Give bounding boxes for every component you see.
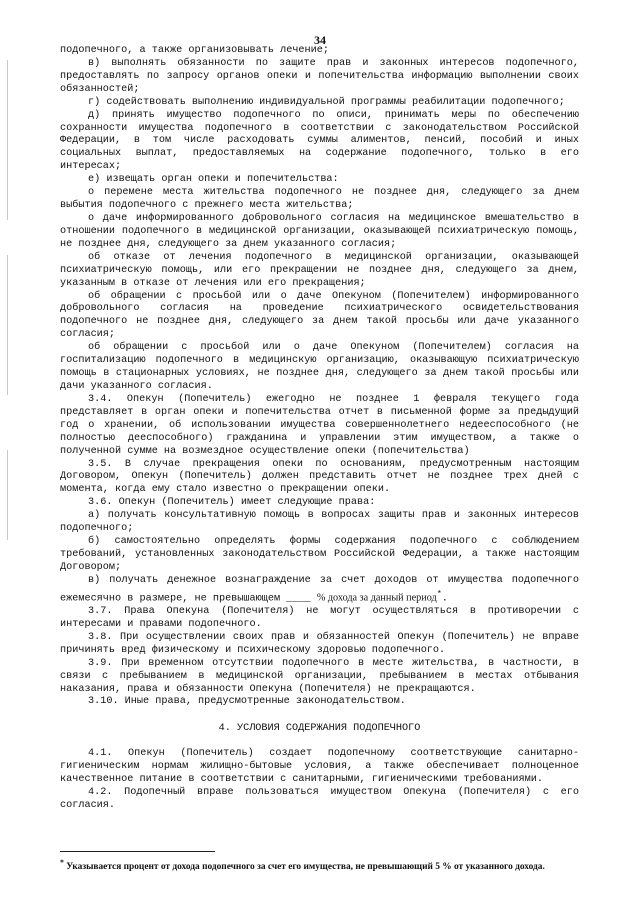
page-number: 34 [314, 33, 326, 47]
blank-field: ____ [286, 593, 311, 605]
paragraph: д) принять имущество подопечного по описи, принимать меры по обеспечению сохранности имущества подопечного в соответствии с законодательством Российской Федерации, в том числе расходовать суммы алиментов, пенсий, пособий и иных социальных выплат, предоставляемых на содержание подопечного, только в его интересах; [60, 109, 579, 173]
paragraph: об отказе от лечения подопечного в медицинской организации, оказывающей психиатрическую помощь, или его прекращении не позднее дня, следующего за днем, указанным в отказе от лечения или его прекращения; [60, 251, 579, 289]
footnote-divider [60, 851, 215, 852]
paragraph: 3.6. Опекун (Попечитель) имеет следующие права: [88, 497, 376, 509]
paragraph: 3.8. При осуществлении своих прав и обязанностей Опекун (Попечитель) не вправе причинять вред физическому и психическому здоровью подопечного. [60, 631, 579, 656]
paragraph: 3.5. В случае прекращения опеки по основаниям, предусмотренным настоящим Договором, Опекун (Попечитель) должен представить отчет не позднее трех дней с момента, когда ему стало известно о прекращении опеки. [60, 458, 579, 496]
percent-text: % дохода за данный период [316, 592, 437, 604]
paragraph: об обращении с просьбой или о даче Опекуном (Попечителем) информированного добровольного согласия на проведение психиатрического освидетельствования подопечного не позднее дня, следующего за днем такой просьбы или даче указанного согласия; [60, 290, 579, 341]
paragraph: об обращении с просьбой или о даче Опекуном (Попечителем) согласия на госпитализацию подопечного в медицинскую организацию, оказывающую психиатрическую помощь в стационарных условиях, не позднее дня, следующего за днем такой просьбы или дачи указанного согласия. [60, 342, 579, 392]
paragraph: подопечного, а также организовывать лечение; [60, 45, 329, 56]
paragraph: г) содействовать выполнению индивидуальной программы реабилитации подопечного; [88, 96, 565, 108]
paragraph: 3.4. Опекун (Попечитель) ежегодно не позднее 1 февраля текущего года представляет в орган опеки и попечительства отчет в письменной форме за предыдущий год о хранении, об использовании имущества совершеннолетнего недееспособного (не полностью дееспособного) гражданина и управлении этим имуществом, а также о полученной сумме на возмездное осуществление опеки (попечительства) [60, 393, 579, 457]
paragraph-text: в) получать денежное вознаграждение за счет доходов от имущества подопечного ежемесячно в размере, не превышающем [60, 574, 579, 605]
scan-edge-mark [7, 450, 8, 540]
footnote [60, 857, 600, 873]
paragraph: е) извещать орган опеки и попечительства: [88, 174, 339, 186]
paragraph: о даче информированного добровольного согласия на медицинское вмешательство в отношении подопечного в медицинской организации, оказывающей психиатрическую помощь, не позднее дня, следующего за днем указанного согласия; [60, 212, 579, 250]
paragraph-remuneration [60, 575, 579, 606]
section-heading: 4. УСЛОВИЯ СОДЕРЖАНИЯ ПОДОПЕЧНОГО [218, 723, 421, 735]
scan-edge-mark [7, 60, 8, 220]
paragraph: 3.9. При временном отсутствии подопечного в месте жительства, в частности, в связи с пребыванием в медицинской организации, пребыванием в местах отбывания наказания, права и обязанности Опекуна (Попечителя) не прекращаются. [60, 657, 579, 695]
footnote-ref-tail: . [441, 593, 448, 605]
paragraph: 3.7. Права Опекуна (Попечителя) не могут осуществляться в противоречии с интересами и правами подопечного. [60, 606, 579, 630]
paragraph: б) самостоятельно определять формы содержания подопечного с соблюдением требований, установленных законодательством Российской Федерации, а также настоящим Договором; [60, 536, 579, 573]
document-body [60, 45, 579, 813]
paragraph: в) выполнять обязанности по защите прав и законных интересов подопечного, предоставлять по запросу органов опеки и попечительства информацию выполнении своих обязанностей; [60, 57, 579, 95]
paragraph: 4.1. Опекун (Попечитель) создает подопечному соответствующие санитарно-гигиеническим нормам жилищно-бытовые условия, а также обеспечивает полноценное качественное питание в соответствии с санитарными, гигиеническими требованиями. [60, 748, 579, 786]
paragraph: 3.10. Иные права, предусмотренные законодательством. [88, 696, 406, 708]
paragraph: о перемене места жительства подопечного не позднее дня, следующего за днем выбытия подопечного с прежнего места жительства; [60, 187, 579, 212]
scan-edge-mark [7, 255, 8, 395]
paragraph: 4.2. Подопечный вправе пользоваться имуществом Опекуна (Попечителя) с его согласия. [60, 787, 579, 812]
footnote-ref: * [436, 588, 442, 599]
footnote-marker: * [60, 858, 64, 867]
footnote-text: Указывается процент от дохода подопечного за счет его имущества, не превышающий 5 % от указанного дохода. [66, 862, 545, 873]
paragraph: а) получать консультативную помощь в вопросах защиты прав и законных интересов подопечного; [60, 510, 579, 535]
